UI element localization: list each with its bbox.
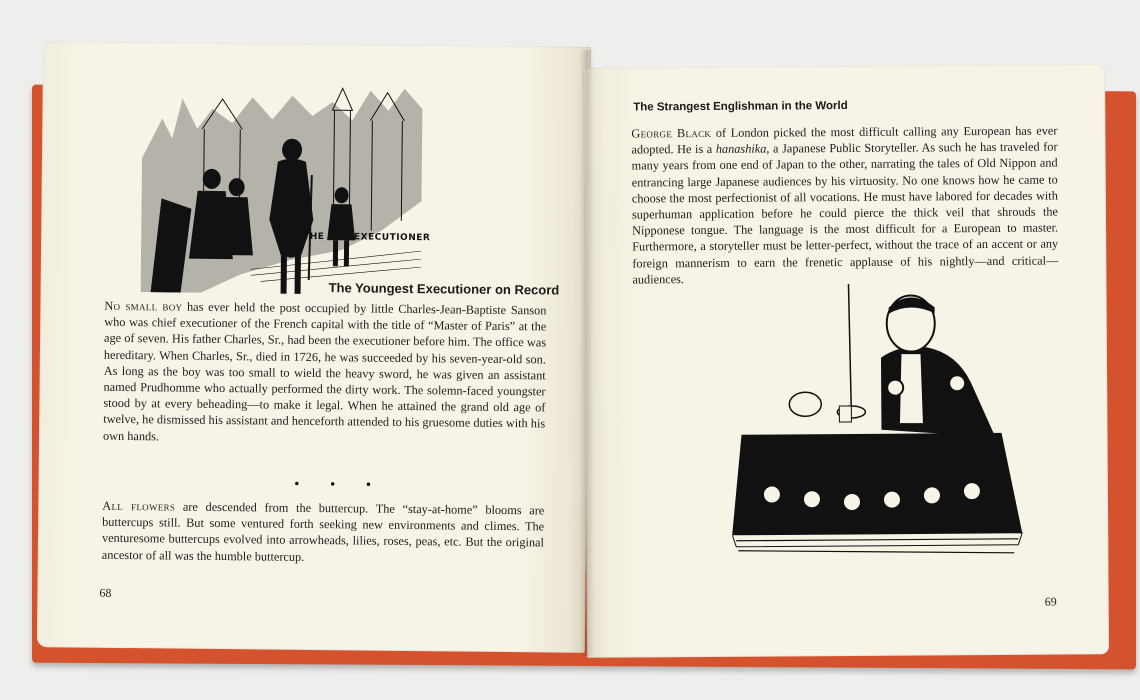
paragraph-body: are descended from the buttercup. The “stay-at-home” blooms are buttercups still. But some ventured forth seeking new environments and climes. The venturesome buttercups evolved into arrowheads, lilies, roses, peas, etc. But the original ancestor of all was the humble buttercup. — [101, 499, 545, 564]
paragraph-george-black — [631, 123, 1058, 288]
paragraph-buttercup — [102, 498, 545, 567]
heading-strangest-englishman: The Strangest Englishman in the World — [633, 99, 848, 114]
book-gutter — [580, 50, 594, 656]
lead-small-caps: No small boy — [104, 298, 183, 314]
storyteller-illustration — [730, 283, 1032, 575]
boy-executioner-illustration — [141, 78, 423, 295]
paragraph-body: has ever held the post occupied by little Charles-Jean-Baptiste Sanson who was chief executioner of the French capital with the title of “Master of Paris” at the age of seven. His father Charles, Sr., had been the executioner before him. The office was hereditary. When Charles, Sr., died in 1726, he was succeeded by his seven-year-old son. As long as the boy was too small to wield the heavy sword, he was given an assistant named Prudhomme who actually performed the dirty work. The solemn-faced youngster stood by at every beheading—to make it legal. When he attained the grand old age of twelve, he dismissed his assistant and henceforth attended to his gruesome duties with his own hands. — [102, 299, 547, 444]
paragraph-executioner — [103, 298, 547, 448]
section-separator: • • • — [294, 475, 385, 492]
paragraph-body-b: , a Japanese Public Storyteller. As such he has traveled for many years from one end of Japan to the other, narrating the tales of Old Nippon and entrancing large Japanese audiences by his virtuosity. No one knows how he came to choose the most perfectionist of all vocations. He must have labored for decades with superhuman application before he could pierce the thick veil that shrouds the Nipponese tongue. The language is the most difficult for a European to master. Furthermore, a storyteller must be letter-perfect, without the trace of an accent or any foreign mannerism to earn the frenetic applause of his nightly—and critical—audiences. — [631, 139, 1059, 287]
paragraph-body-a: of London picked the most difficult calling any European has ever adopted. He is a — [631, 123, 1058, 157]
lead-small-caps: All flowers — [102, 498, 176, 514]
left-page — [37, 41, 591, 653]
heading-youngest-executioner: The Youngest Executioner on Record — [328, 280, 560, 298]
italic-term: hanashika — [715, 141, 767, 157]
lead-small-caps: George Black — [631, 125, 712, 141]
page-number-right: 69 — [1044, 594, 1057, 609]
right-page — [583, 64, 1109, 658]
page-number-left: 68 — [99, 585, 112, 600]
illustration-caption: THE BOY EXECUTIONER — [303, 231, 431, 244]
